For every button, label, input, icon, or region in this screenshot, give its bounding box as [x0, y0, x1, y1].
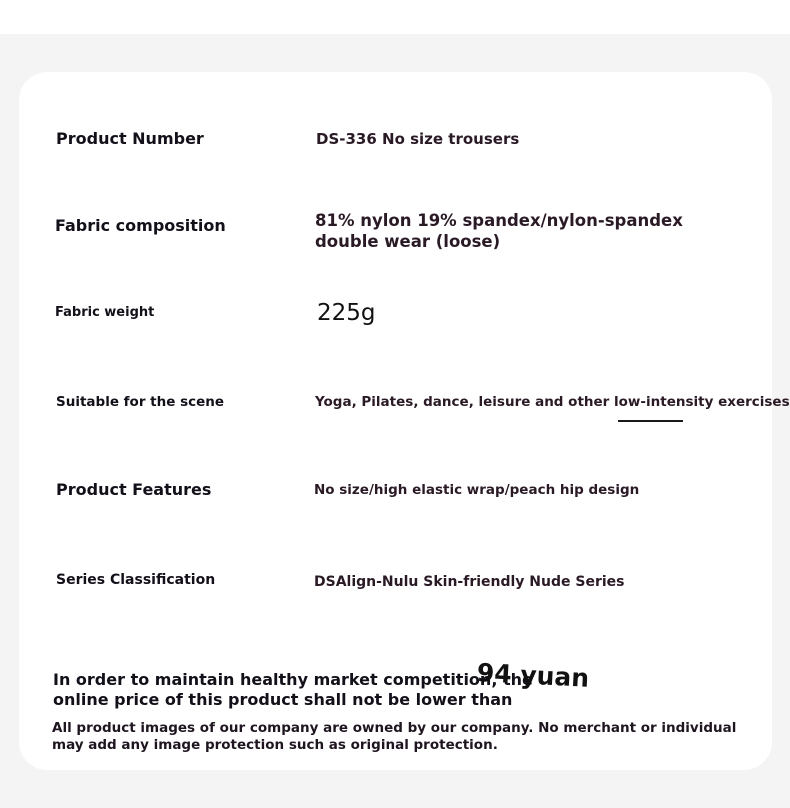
underline-mark [618, 420, 683, 422]
spec-label-fabric-weight: Fabric weight [55, 305, 155, 320]
product-spec-card [19, 72, 790, 770]
spec-value-product-features: No size/high elastic wrap/peach hip design [314, 482, 640, 498]
spec-label-product-number: Product Number [56, 129, 204, 148]
copyright-notice: All product images of our company are owned by our company. No merchant or individual may add any image protection such as original protection. [52, 720, 737, 753]
spec-label-suitable-scene: Suitable for the scene [56, 394, 225, 410]
spec-value-fabric-composition: 81% nylon 19% spandex/nylon-spandex double wear (loose) [315, 211, 683, 251]
price-notice-line-1: In order to maintain healthy market competition, the [53, 670, 533, 689]
spec-label-product-features: Product Features [56, 480, 212, 499]
spec-value-suitable-scene: Yoga, Pilates, dance, leisure and other low-intensity exercises [315, 394, 790, 410]
top-band [0, 0, 790, 34]
price-notice [53, 670, 533, 710]
spec-value-product-number: DS-336 No size trousers [316, 130, 520, 148]
spec-value-fabric-weight: 225g [317, 300, 376, 326]
spec-value-series-classification: DSAlign-Nulu Skin-friendly Nude Series [314, 574, 625, 590]
spec-label-series-classification: Series Classification [56, 572, 216, 588]
spec-label-fabric-composition: Fabric composition [55, 216, 226, 235]
price-notice-line-2: online price of this product shall not be lower than [53, 690, 513, 709]
minimum-price: 94 yuan [476, 658, 590, 693]
